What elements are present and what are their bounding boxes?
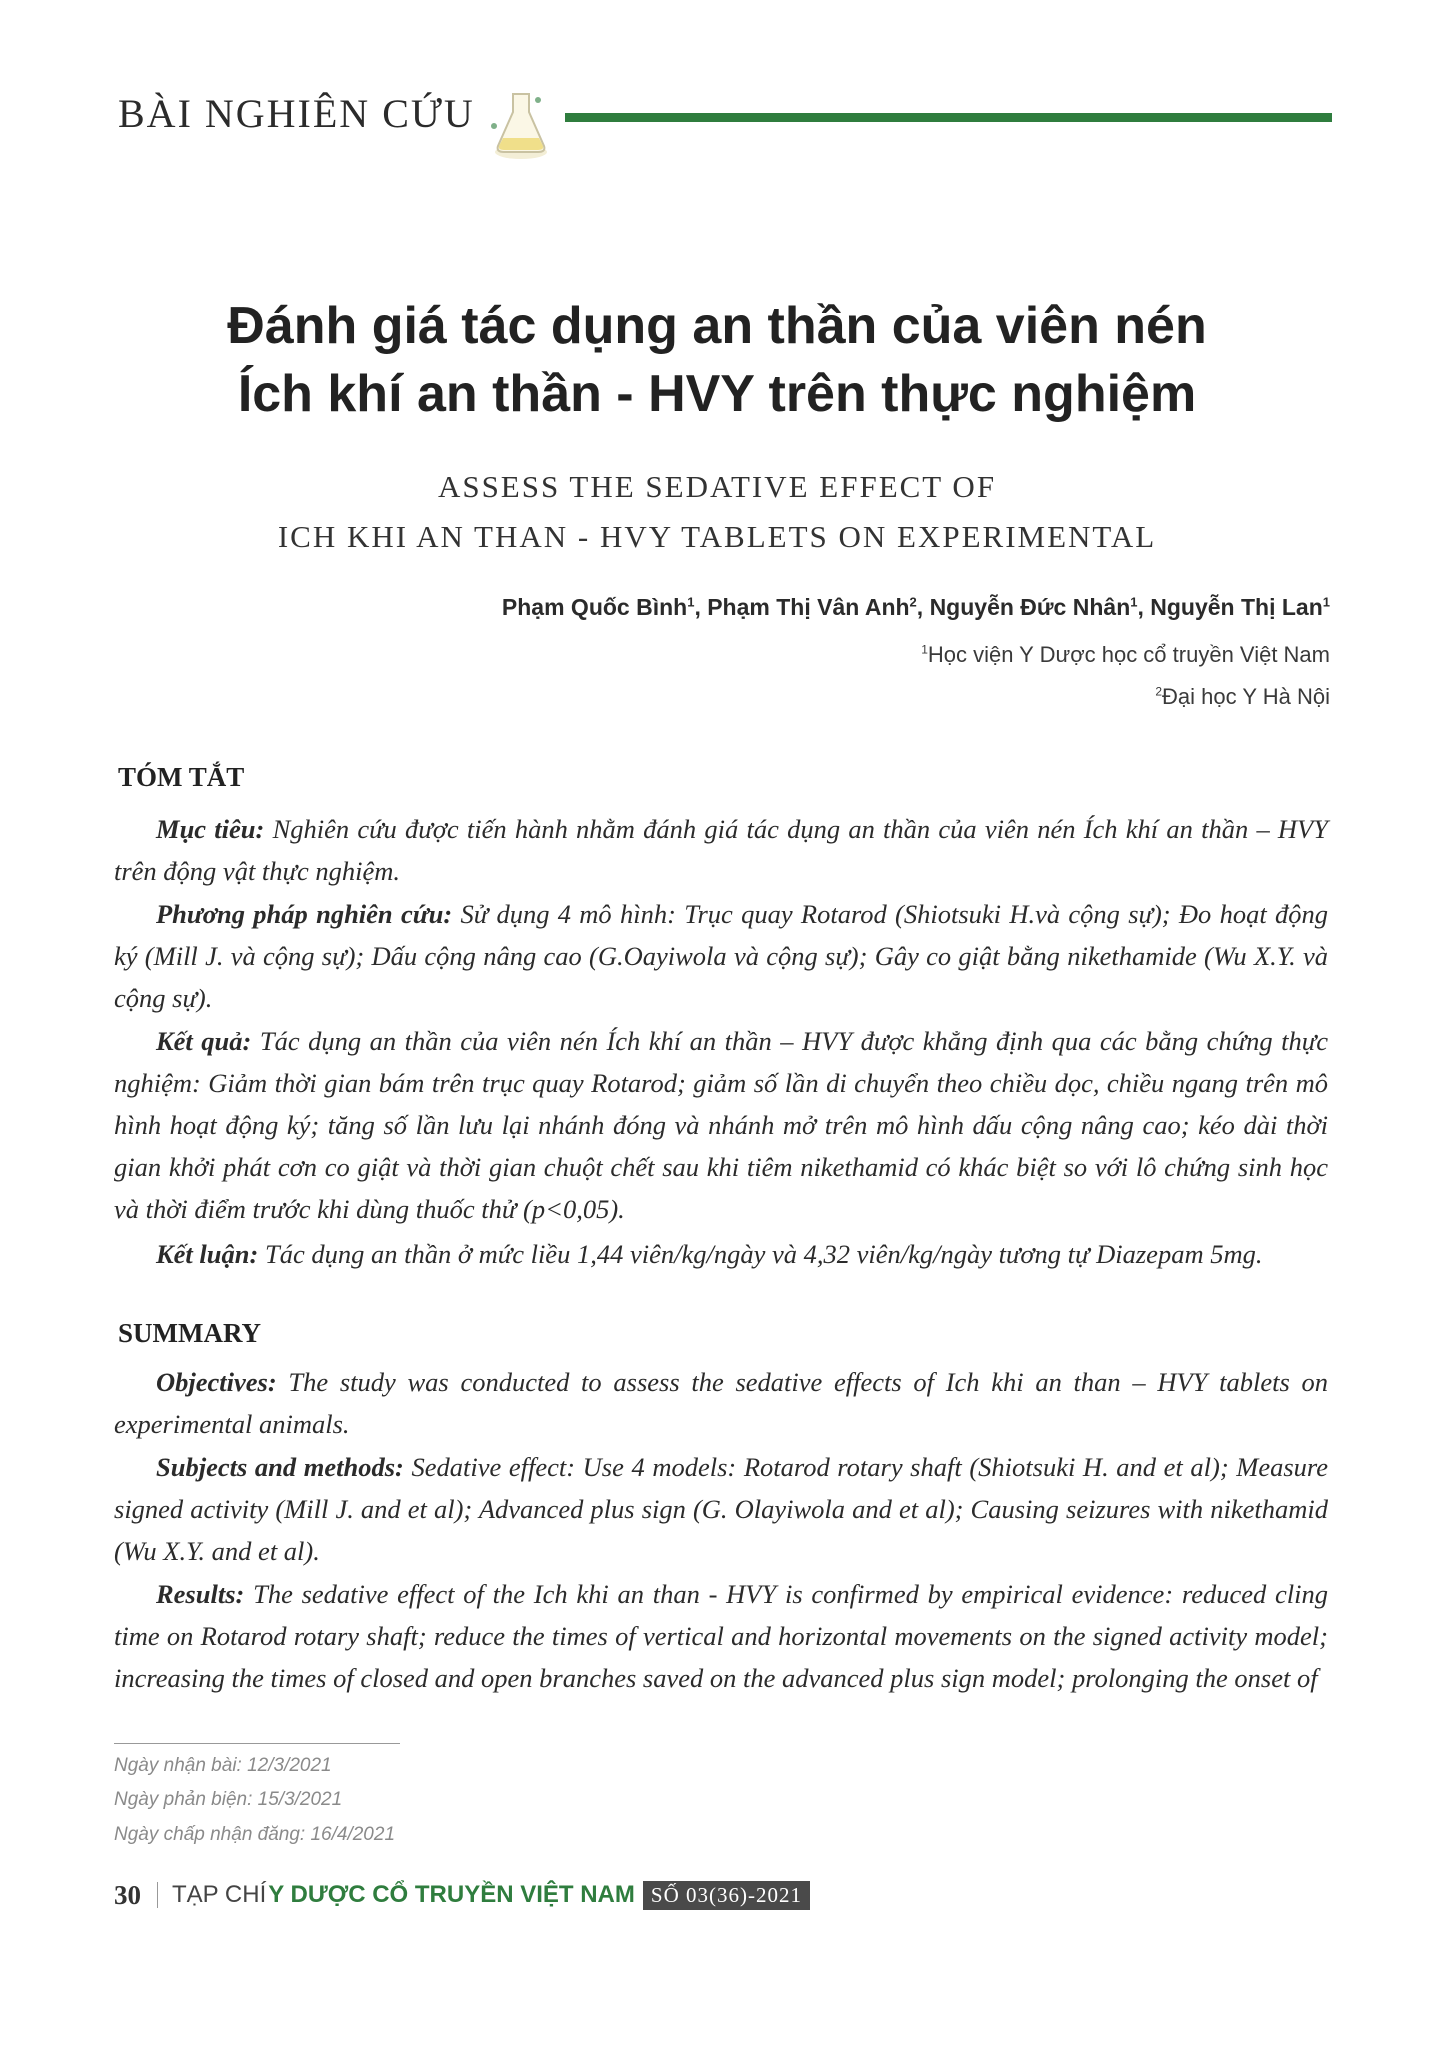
summary-heading: SUMMARY — [118, 1318, 262, 1348]
article-title-line-2: Ích khí an thần - HVY trên thực nghiệm — [237, 365, 1197, 423]
tomtat-results — [114, 1020, 1328, 1230]
english-title-line-2: ICH KHI AN THAN - HVY TABLETS ON EXPERIMENTAL — [277, 519, 1157, 554]
summary-methods — [114, 1446, 1328, 1572]
author-sup: 1 — [1322, 594, 1330, 610]
date-reviewed: Ngày phản biện: 15/3/2021 — [114, 1789, 343, 1810]
author-sup: 1 — [687, 594, 695, 610]
tomtat-methods — [114, 893, 1328, 1019]
issue-badge: SỐ 03(36)-2021 — [643, 1881, 810, 1910]
affiliation-sup: 2 — [1155, 684, 1163, 699]
date-received: Ngày nhận bài: 12/3/2021 — [114, 1755, 332, 1776]
article-title-line-1: Đánh giá tác dụng an thần của viên nén — [227, 297, 1207, 355]
paragraph-text: Nghiên cứu được tiến hành nhằm đánh giá tác dụng an thần của viên nén Ích khí an thần – HVY trên động vật thực nghiệm. — [114, 814, 1328, 886]
author-name: Nguyễn Đức Nhân — [929, 594, 1131, 620]
english-title-line-1: ASSESS THE SEDATIVE EFFECT OF — [437, 469, 997, 504]
author-name: Phạm Quốc Bình — [501, 594, 688, 620]
paragraph-label: Mục tiêu: — [156, 814, 265, 844]
author-name: Phạm Thị Vân Anh — [707, 594, 910, 620]
date-accepted: Ngày chấp nhận đăng: 16/4/2021 — [114, 1824, 396, 1845]
paragraph-text: Tác dụng an thần của viên nén Ích khí an thần – HVY được khẳng định qua các bằng chứng thực nghiệm: Giảm thời gian bám trên trục quay Rotarod; giảm số lần di chuyển theo chiều dọc, chiều ngang trên mô hình hoạt động ký; tăng số lần lưu lại nhánh đóng và nhánh mở trên mô hình dấu cộng nâng cao; kéo dài thời gian khởi phát cơn co giật và thời gian chuột chết sau khi tiêm nikethamid có khác biệt so với lô chứng sinh học và thời điểm trước khi dùng thuốc thử (p<0,05). — [114, 1026, 1328, 1224]
footnote-rule — [114, 1743, 400, 1744]
summary-objectives — [114, 1361, 1328, 1445]
affiliation-text: Đại học Y Hà Nội — [1162, 684, 1330, 709]
paragraph-text: Tác dụng an thần ở mức liều 1,44 viên/kg/ngày và 4,32 viên/kg/ngày tương tự Diazepam 5mg. — [258, 1239, 1263, 1269]
author-sup: 1 — [1130, 594, 1138, 610]
section-label: BÀI NGHIÊN CỨU — [118, 91, 475, 136]
affiliation-text: Học viện Y Dược học cổ truyền Việt Nam — [927, 642, 1330, 667]
paragraph-text: The study was conducted to assess the sedative effects of Ich khi an than – HVY tablets on experimental animals. — [114, 1367, 1328, 1439]
author-sup: 2 — [909, 594, 917, 610]
english-title — [0, 462, 1434, 562]
paragraph-label: Kết luận: — [156, 1239, 259, 1269]
summary-results — [114, 1573, 1328, 1699]
paragraph-label: Phương pháp nghiên cứu: — [156, 899, 453, 929]
header-rule — [565, 113, 1332, 122]
affiliation-2 — [1155, 684, 1330, 710]
flask-icon — [486, 86, 556, 162]
author-sep: , — [1137, 594, 1151, 620]
page-footer — [114, 1877, 810, 1913]
journal-name: Y DƯỢC CỔ TRUYỀN VIỆT NAM — [268, 1881, 635, 1908]
tomtat-objectives — [114, 808, 1328, 892]
tomtat-conclusion — [114, 1233, 1328, 1275]
journal-prefix: TẠP CHÍ — [172, 1881, 267, 1908]
affiliation-1 — [921, 642, 1330, 668]
author-sep: , — [916, 594, 930, 620]
paragraph-text: Sử dụng 4 mô hình: Trục quay Rotarod (Shiotsuki H.và cộng sự); Đo hoạt động ký (Mill J. và cộng sự); Dấu cộng nâng cao (G.Oayiwola và cộng sự); Gây co giật bằng nikethamide (Wu X.Y. và cộng sự). — [114, 899, 1328, 1013]
paragraph-text: The sedative effect of the Ich khi an than - HVY is confirmed by empirical evidence: reduced cling time on Rotarod rotary shaft; reduce the times of vertical and horizontal movements on the signed activity model; increasing the times of closed and open branches saved on the advanced plus sign model; prolonging the onset of — [114, 1579, 1328, 1693]
paragraph-text: Sedative effect: Use 4 models: Rotarod rotary shaft (Shiotsuki H. and et al); Measure signed activity (Mill J. and et al); Advanced plus sign (G. Olayiwola and et al); Causing seizures with nikethamid (Wu X.Y. and et al). — [114, 1452, 1328, 1566]
article-title — [0, 292, 1434, 428]
affiliation-sup: 1 — [921, 642, 928, 657]
paragraph-label: Objectives: — [156, 1367, 277, 1397]
paragraph-label: Kết quả: — [156, 1026, 252, 1056]
paragraph-label: Results: — [156, 1579, 245, 1609]
footer-divider — [157, 1882, 158, 1908]
author-list — [502, 594, 1330, 621]
paragraph-label: Subjects and methods: — [156, 1452, 404, 1482]
author-sep: , — [694, 594, 708, 620]
page-number: 30 — [114, 1879, 141, 1910]
author-name: Nguyễn Thị Lan — [1150, 594, 1323, 620]
tomtat-heading: TÓM TẮT — [118, 762, 245, 792]
